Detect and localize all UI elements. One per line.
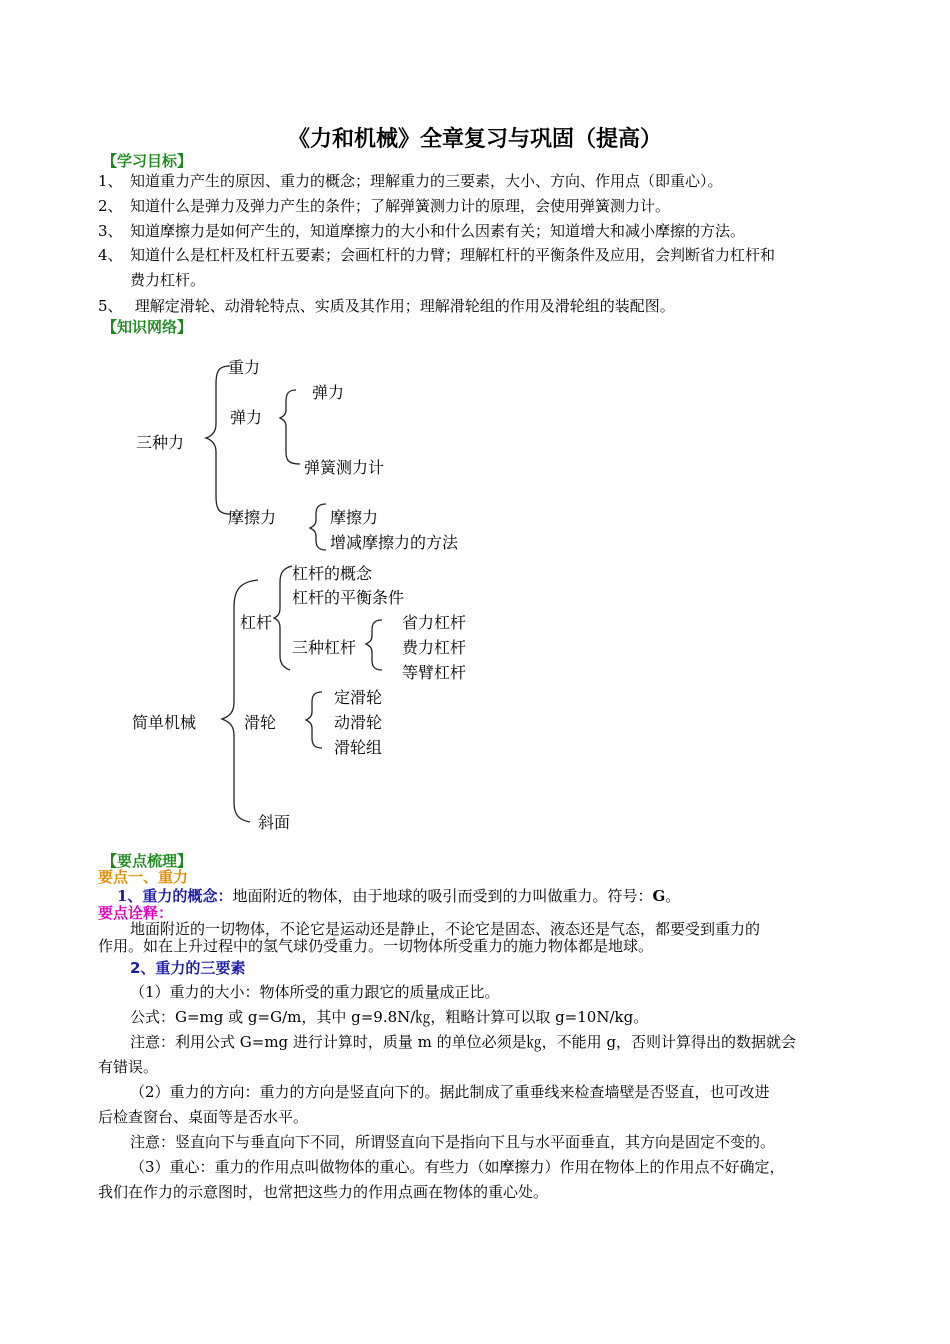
explain-line-2: 作用。如在上升过程中的氢气球仍受重力。一切物体所受重力的施力物体都是地球。 [98, 937, 654, 955]
tree-friction: 摩擦力 [228, 508, 277, 527]
para-note-1a: 注意：利用公式 G=mg 进行计算时，质量 m 的单位必须是㎏，不能用 g，否则计算得出的数据就会 [130, 1033, 797, 1051]
para-center-a: （3）重心：重力的作用点叫做物体的重心。有些力（如摩擦力）作用在物体上的作用点不好确定， [130, 1158, 785, 1176]
tree-pulley-child-1: 定滑轮 [334, 688, 383, 707]
objective-num: 4、 [98, 246, 123, 264]
tree-friction-child-2: 增减摩擦力的方法 [330, 533, 459, 552]
concept-end: 。 [665, 887, 681, 905]
tree-lever-child-1: 杠杆的概念 [292, 564, 373, 583]
objective-num: 3、 [98, 222, 123, 240]
points-heading: 【要点梳理】 [102, 852, 193, 870]
tree-friction-child-1: 摩擦力 [330, 508, 379, 527]
tree-three-forces-root: 三种力 [136, 433, 185, 452]
tree-gravity: 重力 [228, 358, 261, 377]
objective-text: 知道摩擦力是如何产生的，知道摩擦力的大小和什么因素有关；知道增大和减小摩擦的方法。 [130, 222, 746, 240]
tree-elastic-child-1: 弹力 [312, 383, 345, 402]
concept-text: 地面附近的物体，由于地球的吸引而受到的力叫做重力。符号： [232, 887, 653, 905]
objective-num: 2、 [98, 197, 123, 215]
para-direction-a: （2）重力的方向：重力的方向是竖直向下的。据此制成了重垂线来检查墙壁是否竖直，也可改进 [130, 1083, 770, 1101]
tree-elastic: 弹力 [230, 408, 263, 427]
tree-three-levers-child-1: 省力杠杆 [402, 613, 467, 632]
tree-three-levers-child-3: 等臂杠杆 [402, 663, 467, 682]
para-formula: 公式：G=mg 或 g=G/m，其中 g=9.8N/㎏，粗略计算可以取 g=10N/kg。 [130, 1008, 649, 1026]
objective-text: 知道重力产生的原因、重力的概念；理解重力的三要素，大小、方向、作用点（即重心）。 [130, 172, 723, 190]
three-elements-heading: 2、重力的三要素 [130, 959, 246, 977]
gravity-concept [117, 885, 680, 906]
objective-text: 知道什么是弹力及弹力产生的条件；了解弹簧测力计的原理，会使用弹簧测力计。 [130, 197, 671, 215]
explain-line-1: 地面附近的一切物体，不论它是运动还是静止，不论它是固态、液态还是气态，都要受到重力的 [130, 920, 761, 938]
para-note-2: 注意：竖直向下与垂直向下不同，所谓竖直向下是指向下且与水平面垂直，其方向是固定不变的。 [130, 1133, 776, 1151]
tree-pulley-child-2: 动滑轮 [334, 713, 383, 732]
tree-three-levers-child-2: 费力杠杆 [402, 638, 467, 657]
para-center-b: 我们在作力的示意图时，也常把这些力的作用点画在物体的重心处。 [98, 1183, 549, 1201]
objectives-heading: 【学习目标】 [102, 152, 193, 170]
tree-three-levers: 三种杠杆 [292, 638, 357, 657]
para-direction-b: 后检查窗台、桌面等是否水平。 [98, 1108, 309, 1126]
page-title: 《力和机械》全章复习与巩固（提高） [287, 127, 662, 152]
tree-pulley-child-3: 滑轮组 [334, 738, 383, 757]
tree-lever: 杠杆 [240, 613, 273, 632]
tree-elastic-child-2: 弹簧测力计 [304, 458, 385, 477]
objective-text: 知道什么是杠杆及杠杆五要素；会画杠杆的力臂；理解杠杆的平衡条件及应用，会判断省力杠杆和 [130, 246, 776, 264]
explain-label: 要点诠释： [98, 904, 174, 922]
concept-label: 1、重力的概念： [117, 887, 233, 905]
tree-pulley: 滑轮 [244, 713, 277, 732]
tree-incline: 斜面 [258, 813, 291, 832]
tree-lever-child-2: 杠杆的平衡条件 [292, 588, 405, 607]
objective-num: 1、 [98, 172, 123, 190]
para-note-1b: 有错误。 [98, 1058, 159, 1076]
tree-simple-machines-root: 简单机械 [132, 713, 197, 732]
network-heading: 【知识网络】 [102, 318, 193, 336]
objective-text: 理解定滑轮、动滑轮特点、实质及其作用；理解滑轮组的作用及滑轮组的装配图。 [130, 297, 675, 315]
concept-symbol: G [652, 887, 666, 905]
para-size: （1）重力的大小：物体所受的重力跟它的质量成正比。 [130, 983, 500, 1001]
point-1-heading: 要点一、重力 [98, 868, 189, 886]
objective-num: 5、 [98, 297, 123, 315]
objective-item-4-cont: 费力杠杆。 [130, 271, 206, 289]
